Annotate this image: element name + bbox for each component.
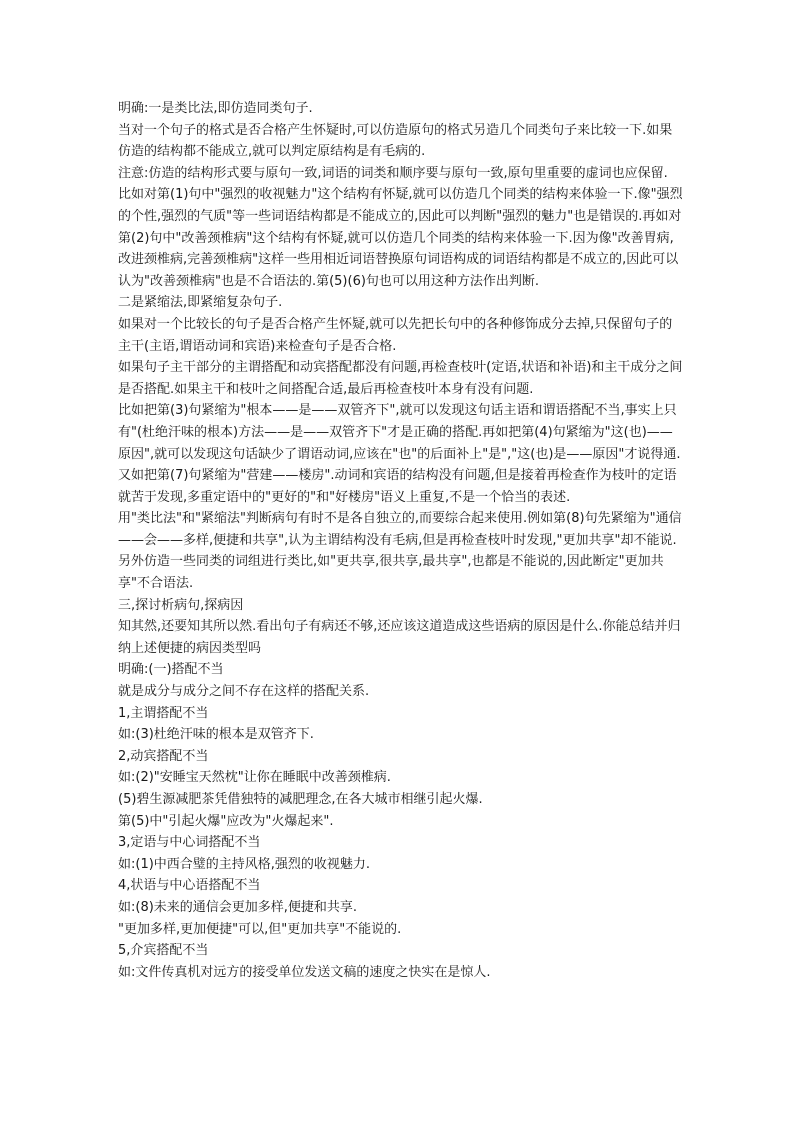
paragraph-9: 用"类比法"和"紧缩法"判断病句有时不是各自独立的,而要综合起来使用.例如第(8)句先紧缩为"通信——会——多样,便捷和共享",认为主谓结构没有毛病,但是再检查枝叶时发现,"更加共享"却不能说.另外仿造一些同类的词组进行类比,如"更共享,很共享,最共享",也都是不能说的,因此断定"更加共享"不合语法. bbox=[118, 511, 682, 592]
paragraph-23: 如:(8)未来的通信会更加多样,便捷和共享. bbox=[118, 899, 358, 915]
paragraph-6: 如果对一个比较长的句子是否合格产生怀疑,就可以先把长句中的各种修饰成分去掉,只保留句子的主干(主语,谓语动词和宾语)来检查句子是否合格. bbox=[118, 316, 673, 354]
paragraph-15: 如:(3)杜绝汗味的根本是双管齐下. bbox=[118, 727, 314, 743]
paragraph-13: 就是成分与成分之间不存在这样的搭配关系. bbox=[118, 684, 370, 700]
paragraph-26: 如:文件传真机对远方的接受单位发送文稿的速度之快实在是惊人. bbox=[118, 964, 491, 980]
paragraph-1: 明确:一是类比法,即仿造同类句子. bbox=[118, 101, 313, 116]
paragraph-17: 如:(2)"安睡宝天然枕"让你在睡眠中改善颈椎病. bbox=[118, 770, 391, 786]
paragraph-24: "更加多样,更加便捷"可以,但"更加共享"不能说的. bbox=[118, 921, 402, 937]
paragraph-25: 5,介宾搭配不当 bbox=[118, 943, 209, 959]
paragraph-16: 2,动宾搭配不当 bbox=[118, 748, 209, 764]
paragraph-3: 注意:仿造的结构形式要与原句一致,词语的词类和顺序要与原句一致,原句里重要的虚词也应保留. bbox=[118, 165, 668, 181]
paragraph-20: 3,定语与中心词搭配不当 bbox=[118, 835, 261, 851]
paragraph-14: 1,主谓搭配不当 bbox=[118, 705, 209, 721]
paragraph-4: 比如对第(1)句中"强烈的收视魅力"这个结构有怀疑,就可以仿造几个同类的结构来体验一下.像"强烈的个性,强烈的气质"等一些词语结构都是不能成立的,因此可以判断"强烈的魅力"也是错误的.再如对第(2)句中"改善颈椎病"这个结构有怀疑,就可以仿造几个同类的结构来体验一下.因为像"改善胃病,改进颈椎病,完善颈椎病"这样一些用相近词语替换原句词语构成的词语结构都是不成立的,因此可以认为"改善颈椎病"也是不合语法的.第(5)(6)句也可以用这种方法作出判断. bbox=[118, 187, 683, 289]
paragraph-19: 第(5)中"引起火爆"应改为"火爆起来". bbox=[118, 813, 334, 829]
paragraph-21: 如:(1)中西合璧的主持风格,强烈的收视魅力. bbox=[118, 856, 371, 872]
paragraph-22: 4,状语与中心语搭配不当 bbox=[118, 878, 261, 894]
paragraph-5: 二是紧缩法,即紧缩复杂句子. bbox=[118, 295, 283, 311]
paragraph-12: 明确:(一)搭配不当 bbox=[118, 662, 224, 678]
document-body bbox=[118, 98, 684, 983]
paragraph-8: 比如把第(3)句紧缩为"根本——是——双管齐下",就可以发现这句话主语和谓语搭配不当,事实上只有"(杜绝汗味的根本)方法——是——双管齐下"才是正确的搭配.再如把第(4)句紧缩为"这(也)——原因",就可以发现这句话缺少了谓语动词,应该在"也"的后面补上"是","这(也)是——原因"才说得通.又如把第(7)句紧缩为"营建——楼房".动词和宾语的结构没有问题,但是接着再检查作为枝叶的定语就苦于发现,多重定语中的"更好的"和"好楼房"语义上重复,不是一个恰当的表述. bbox=[118, 403, 681, 505]
paragraph-18: (5)碧生源减肥茶凭借独特的减肥理念,在各大城市相继引起火爆. bbox=[118, 792, 483, 807]
paragraph-10: 三,探讨析病句,探病因 bbox=[118, 597, 244, 613]
paragraph-11: 知其然,还要知其所以然.看出句子有病还不够,还应该这道造成这些语病的原因是什么.你能总结并归纳上述便捷的病因类型吗 bbox=[118, 619, 681, 656]
paragraph-7: 如果句子主干部分的主谓搭配和动宾搭配都没有问题,再检查枝叶(定语,状语和补语)和主干成分之间是否搭配.如果主干和枝叶之间搭配合适,最后再检查枝叶本身有没有问题. bbox=[118, 360, 683, 397]
paragraph-2: 当对一个句子的格式是否合格产生怀疑时,可以仿造原句的格式另造几个同类句子来比较一下.如果仿造的结构都不能成立,就可以判定原结构是有毛病的. bbox=[118, 122, 673, 160]
